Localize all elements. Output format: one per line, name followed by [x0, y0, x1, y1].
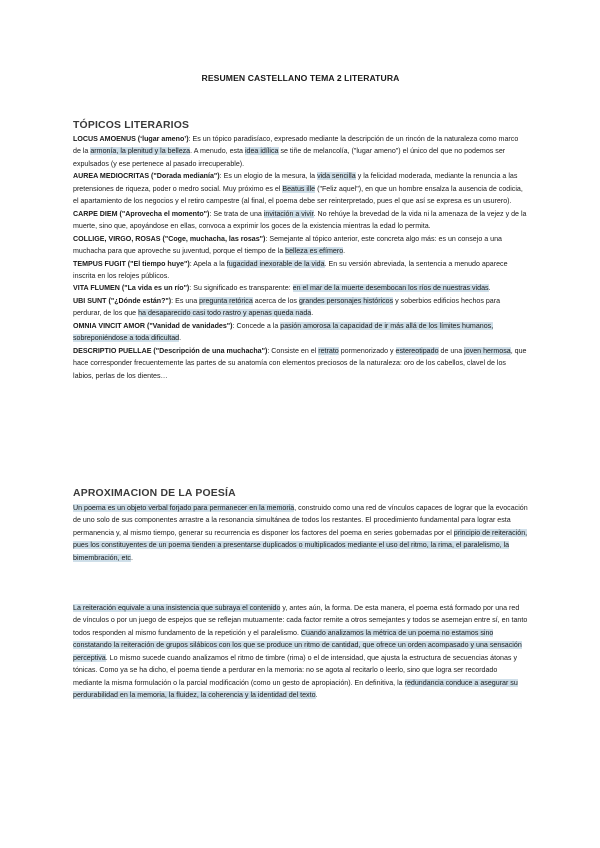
entry-ubi-sunt: UBI SUNT ("¿Dónde están?"): Es una pregunta retórica acerca de los grandes personajes históricos y soberbios edificios hechos para perdurar, de los que ha desaparecido casi todo rastro y apenas queda nada.	[73, 296, 501, 318]
topicos-list	[73, 133, 528, 382]
entry-locus-amoenus: LOCUS AMOENUS (‘lugar ameno’): Es un tópico paradisíaco, expresado mediante la descripción de un rincón de la naturaleza como marco de la armonía, la plenitud y la belleza. A menudo, esta idea idílica se tiñe de melancolía, ("lugar ameno") el único del que no podemos ser expulsados (y ese pertenece al pasado irrecuperable).	[73, 135, 519, 168]
entry-tempus-fugit: TEMPUS FUGIT ("El tiempo huye"): Apela a la fugacidad inexorable de la vida. En su versión abreviada, la sentencia a menudo aparece inscrita en los relojes públicos.	[73, 259, 508, 280]
poesia-paragraph-2: La reiteración equivale a una insistencia que subraya el contenido y, antes aún, la forma. De esta manera, el poema está formado por una red de vínculos o por un juego de espejos que se reflejan mutuamente: cada factor remite a otros semejantes y todos se asemejan entre sí, en tanto todos responden al mismo fundamento de la repetición y el paralelismo. Cuando analizamos la métrica de un poema no estamos sino constatando la reiteración de grupos silábicos con los que se produce un ritmo de cantidad, que ofrece un orden acompasado y una sensación perceptiva. Lo mismo sucede cuando analizamos el ritmo de timbre (rima) o el de intensidad, que ajusta la estructura de secuencias átonas y tónicas. Como ya se ha dicho, el poema tiende a perdurar en la memoria: no se agota al recitarlo o leerlo, sino que logra ser recordado mediante la misma formulación o la parcial modificación (como un gesto de apropiación). En definitiva, la redundancia conduce a asegurar su perdurabilidad en la memoria, la fluidez, la coherencia y la identidad del texto.	[73, 604, 528, 700]
entry-omnia-vincit-amor: OMNIA VINCIT AMOR ("Vanidad de vanidades"): Concede a la pasión amorosa la capacidad de ir más allá de los límites humanos, sobreponiéndose a toda dificultad.	[73, 321, 494, 343]
entry-carpe-diem: CARPE DIEM ("Aprovecha el momento"): Se trata de una invitación a vivir. No rehúye la brevedad de la vida ni la amenaza de la vejez y de la muerte, sino que, apoyándose en ellas, convoca a exprimir los goces de la existencia mientras la edad lo permita.	[73, 209, 527, 231]
entry-descriptio-puellae: DESCRIPTIO PUELLAE ("Descripción de una muchacha"): Consiste en el retrato pormenorizado y estereotipado de una joven hermosa, que hace corresponder frecuentemente las partes de su anatomía con elementos preciosos de la naturaleza: oro de los cabellos, clavel de los labios, perlas de los dientes…	[73, 346, 527, 380]
section-heading-topicos: TÓPICOS LITERARIOS	[73, 120, 190, 131]
section-heading-poesia: APROXIMACION DE LA POESÍA	[73, 488, 236, 499]
entry-collige-virgo: COLLIGE, VIRGO, ROSAS ("Coge, muchacha, las rosas"): Semejante al tópico anterior, este concreta algo más: es un consejo a una muchacha para que aproveche su juventud, porque el tiempo de la belleza es efímero.	[73, 234, 502, 256]
entry-vita-flumen: VITA FLUMEN ("La vida es un río"): Su significado es transparente: en el mar de la muerte desembocan los ríos de nuestras vidas.	[73, 284, 491, 293]
document-title: RESUMEN CASTELLANO TEMA 2 LITERATURA	[201, 73, 400, 83]
poesia-paragraph-1: Un poema es un objeto verbal forjado para permanecer en la memoria, construido como una red de vínculos capaces de lograr que la evocación de uno solo de sus componentes arrastre a la resonancia simultánea de todos los restantes. El procedimiento fundamental para lograr esta permanencia y, al mismo tiempo, generar su recurrencia es disponer los factores del poema en series gobernadas por el principio de reiteración, pues los constituyentes de un poema tienden a presentarse duplicados o multiplicados mediante el uso del ritmo, la rima, el paralelismo, la bimembración, etc.	[73, 504, 528, 562]
entry-aurea-mediocritas: AUREA MEDIOCRITAS ("Dorada medianía"): Es un elogio de la mesura, la vida sencilla y la felicidad moderada, mediante la renuncia a las pretensiones de riqueza, poder o medro social. Muy próximo es el Beatus ille ("Feliz aquel"), en que un hombre ensalza la ausencia de codicia, el apartamiento de los negocios y el retiro campestre (al final, el poema debe ser reinterpretado, pues el que así se expresa es un usurero).	[73, 172, 523, 206]
